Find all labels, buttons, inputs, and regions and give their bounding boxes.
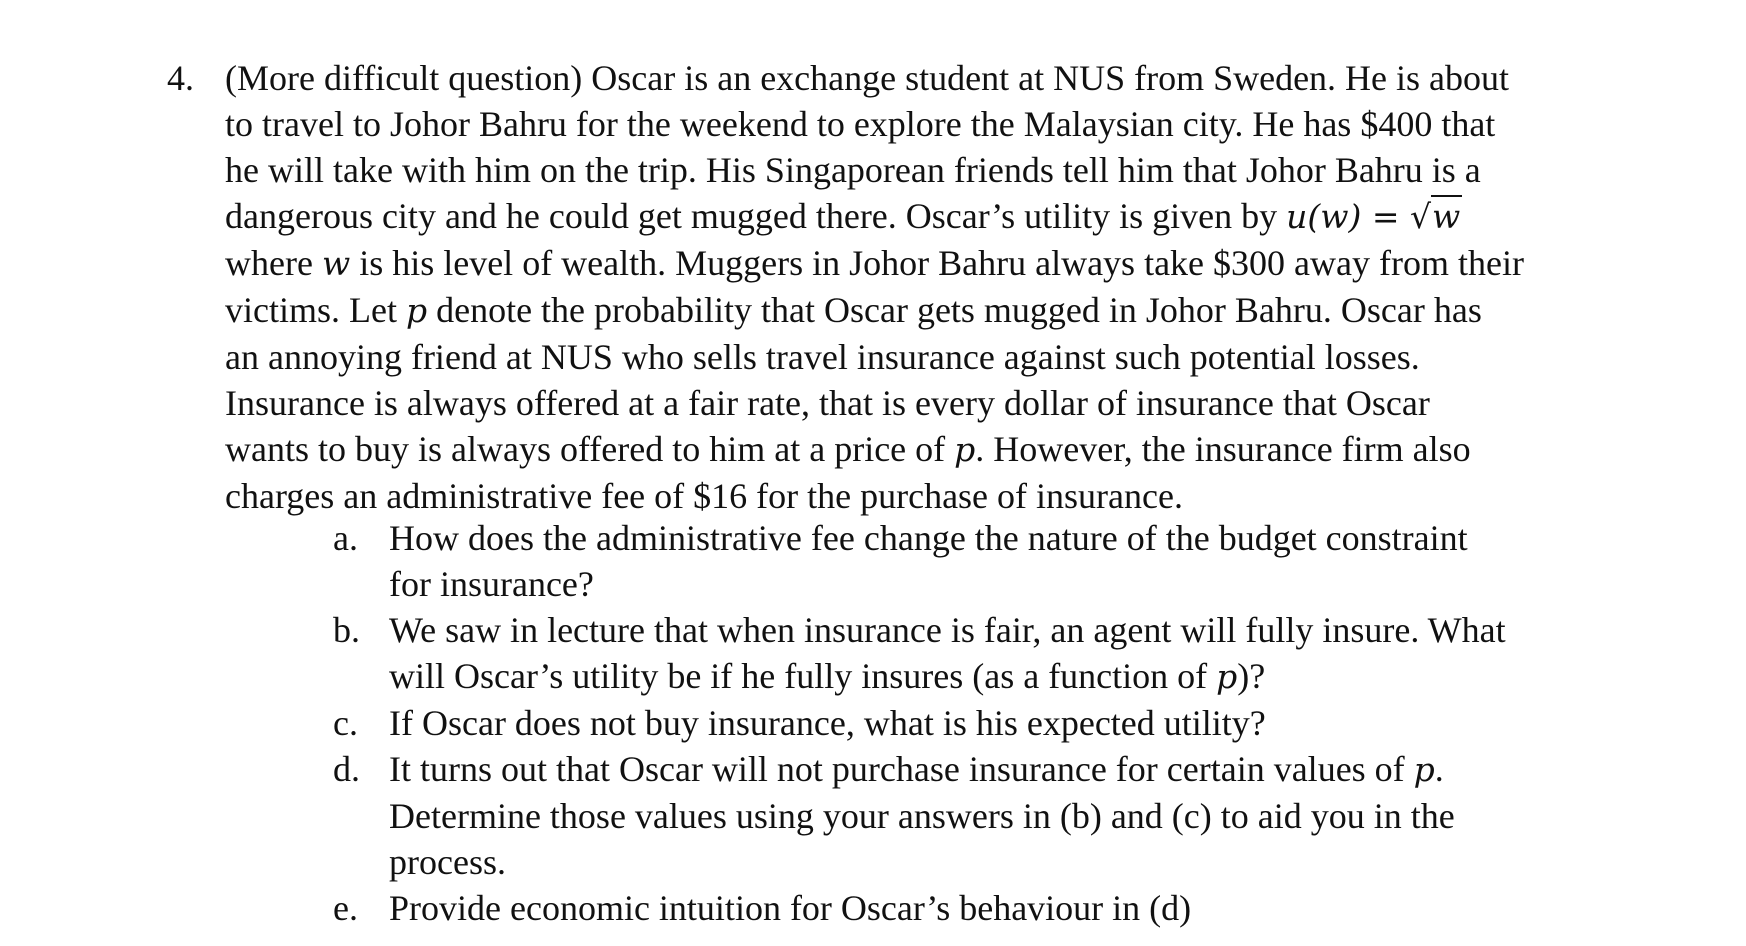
subquestion-d [333,746,1593,885]
subquestion-b-line-2-end: )? [1237,656,1266,696]
question-line-6-end: denote the probability that Oscar gets mugged in Johor Bahru. Oscar has [427,290,1482,330]
subquestion-a-line-2: for insurance? [389,564,594,604]
subquestion-a [333,515,1593,607]
subquestion-a-line-1: How does the administrative fee change the nature of the budget constraint [389,518,1468,558]
question-line-9-start: wants to buy is always offered to him at a price of [225,429,955,469]
subquestion-list [333,515,1593,931]
question-line-6-start: victims. Let [225,290,406,330]
subquestion-d-line-1-end: . [1434,749,1444,789]
subquestion-b-line-1: We saw in lecture that when insurance is fair, an agent will fully insure. What [389,610,1506,650]
subquestion-d-line-3: process. [389,842,506,882]
subquestion-c [333,700,1593,746]
subquestion-d-letter: d. [333,749,360,789]
question-line-9 [225,426,1585,473]
sqrt-sign: √ [1410,197,1432,236]
question-line-4-text: dangerous city and he could get mugged there. Oscar’s utility is given by [225,196,1287,236]
math-p-b: p [1216,657,1238,696]
question-line-6 [225,287,1585,334]
sqrt-argument: w [1432,197,1461,236]
question-line-5-end: is his level of wealth. Muggers in Johor Bahru always take $300 away from their [350,243,1524,283]
question-line-3: he will take with him on the trip. His Singaporean friends tell him that Johor Bahru is a [225,150,1481,190]
subquestion-e [333,885,1593,931]
subquestion-e-line-1: Provide economic intuition for Oscar’s behaviour in (d) [389,888,1192,928]
subquestion-c-line-1: If Oscar does not buy insurance, what is his expected utility? [389,703,1266,743]
subquestion-d-line-1 [389,746,1593,793]
question-line-8: Insurance is always offered at a fair rate, that is every dollar of insurance that Oscar [225,383,1430,423]
question-line-5-start: where [225,243,322,283]
subquestion-b-line-2 [389,653,1593,700]
subquestion-b-letter: b. [333,610,360,650]
subquestion-a-letter: a. [333,518,358,558]
math-p-d: p [1413,750,1435,789]
question-line-5 [225,240,1585,287]
question-text [225,55,1585,519]
math-equals: = [1361,197,1410,236]
math-w: w [321,244,351,283]
math-paren-w: (w) [1307,197,1362,236]
question-line-10: charges an administrative fee of $16 for the purchase of insurance. [225,476,1183,516]
question-number: 4. [167,58,194,98]
subquestion-d-line-2: Determine those values using your answers in (b) and (c) to aid you in the [389,796,1455,836]
math-u: u [1286,197,1308,236]
question-line-7: an annoying friend at NUS who sells travel insurance against such potential losses. [225,337,1420,377]
question-line-4 [225,193,1585,240]
subquestion-b [333,607,1593,700]
math-p-price: p [954,430,976,469]
question-line-1: (More difficult question) Oscar is an exchange student at NUS from Sweden. He is about [225,58,1510,98]
subquestion-c-letter: c. [333,703,358,743]
question-line-9-end: . However, the insurance firm also [975,429,1471,469]
subquestion-e-letter: e. [333,888,358,928]
subquestion-d-line-1-start: It turns out that Oscar will not purchase insurance for certain values of [389,749,1414,789]
math-p: p [405,291,428,330]
subquestion-b-line-2-start: will Oscar’s utility be if he fully insures (as a function of [389,656,1217,696]
question-line-2: to travel to Johor Bahru for the weekend to explore the Malaysian city. He has $400 that [225,104,1496,144]
